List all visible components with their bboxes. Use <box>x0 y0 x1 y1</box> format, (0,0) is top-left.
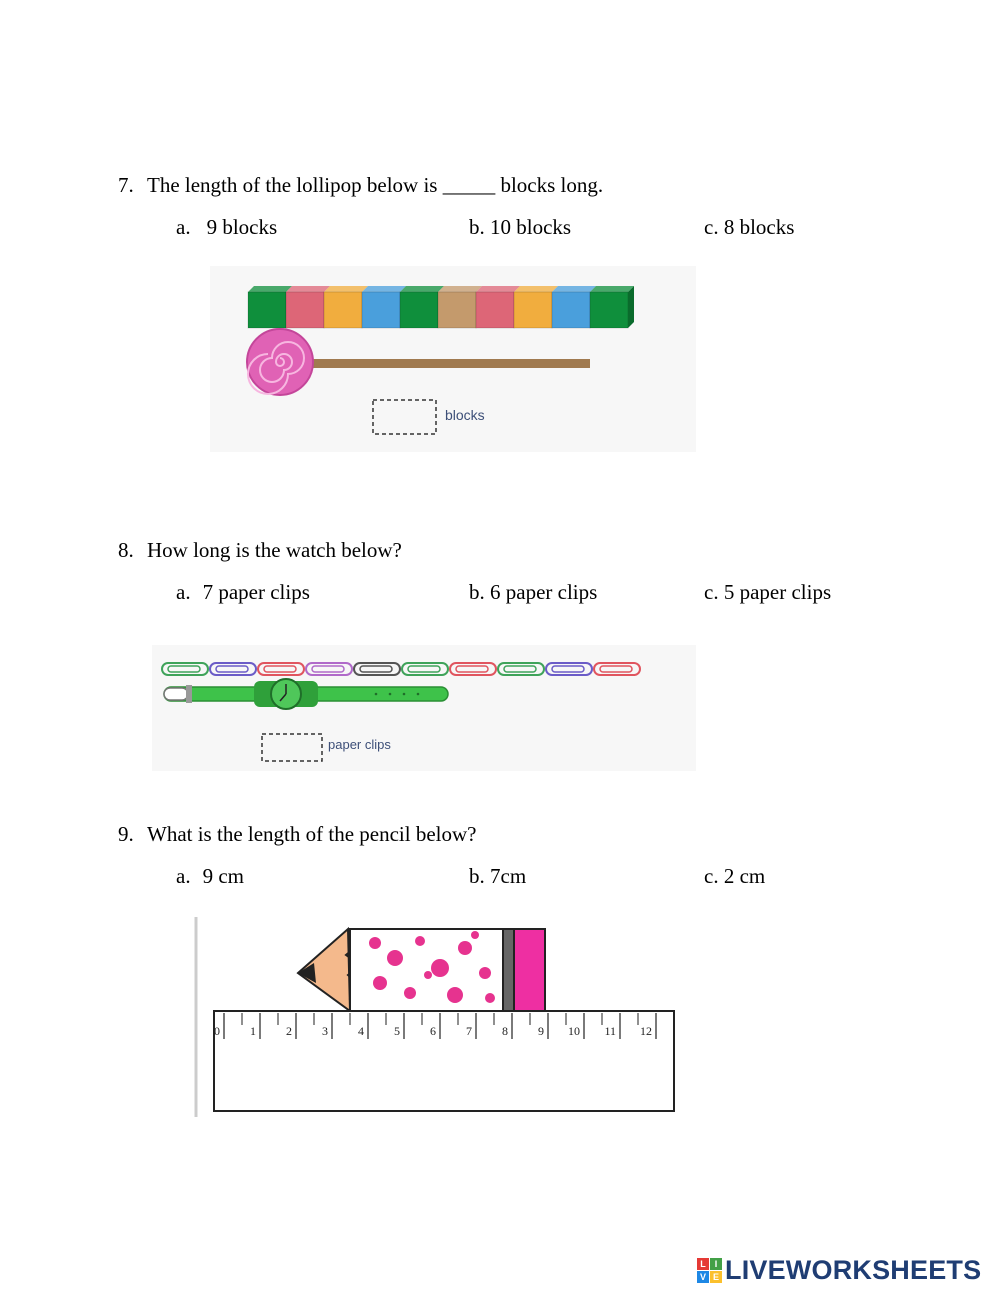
question-number: 8. <box>118 538 134 562</box>
option-c[interactable]: c. 2 cm <box>704 864 766 888</box>
ruler-label: 9 <box>538 1024 544 1038</box>
ruler-label: 1 <box>250 1024 256 1038</box>
pencil <box>298 929 545 1011</box>
lollipop-figure <box>210 266 696 452</box>
option-c[interactable]: c. 8 blocks <box>704 215 795 239</box>
question-text: How long is the watch below? <box>147 538 402 562</box>
ruler-label: 10 <box>568 1024 580 1038</box>
question-text: The length of the lollipop below is _____ blocks long. <box>147 173 604 197</box>
watch-figure <box>152 645 696 771</box>
option-b[interactable]: b. 10 blocks <box>469 215 572 239</box>
block <box>590 286 634 328</box>
option-letter: a. <box>176 864 191 888</box>
option-text: 7 paper clips <box>202 580 310 604</box>
block <box>362 286 406 328</box>
logo-badge <box>697 1258 722 1283</box>
ruler-label: 7 <box>466 1024 472 1038</box>
option-letter: a. <box>176 215 191 239</box>
pencil-ruler-figure <box>190 913 680 1119</box>
ruler-label: 6 <box>430 1024 436 1038</box>
ruler-label: 5 <box>394 1024 400 1038</box>
brand-name: LIVEWORKSHEETS <box>725 1254 982 1285</box>
ruler-label: 8 <box>502 1024 508 1038</box>
ruler-label: 4 <box>358 1024 364 1038</box>
block <box>552 286 596 328</box>
question-9 <box>118 822 476 847</box>
option-b[interactable]: b. 7cm <box>469 864 527 888</box>
block <box>400 286 444 328</box>
option-c[interactable]: c. 5 paper clips <box>704 580 832 604</box>
option-text: 9 cm <box>202 864 244 888</box>
block <box>438 286 482 328</box>
question-8 <box>118 538 402 563</box>
blocks-label: blocks <box>445 407 485 423</box>
block <box>514 286 558 328</box>
ruler-label: 0 <box>214 1024 220 1038</box>
badge-letter: E <box>710 1271 722 1283</box>
ruler-label: 3 <box>322 1024 328 1038</box>
question-7 <box>118 173 603 198</box>
option-b[interactable]: b. 6 paper clips <box>469 580 598 604</box>
option-a[interactable] <box>176 864 244 889</box>
question-text: What is the length of the pencil below? <box>147 822 477 846</box>
block <box>476 286 520 328</box>
option-text: 9 blocks <box>206 215 278 239</box>
badge-letter: I <box>710 1258 722 1270</box>
option-letter: a. <box>176 580 191 604</box>
option-a[interactable] <box>176 215 277 240</box>
block <box>248 286 292 328</box>
question-number: 9. <box>118 822 134 846</box>
question-number: 7. <box>118 173 134 197</box>
block <box>324 286 368 328</box>
ruler-label: 2 <box>286 1024 292 1038</box>
badge-letter: V <box>697 1271 709 1283</box>
badge-letter: L <box>697 1258 709 1270</box>
ruler-label: 11 <box>604 1024 616 1038</box>
paper-clips-label: paper clips <box>328 737 391 752</box>
block <box>286 286 330 328</box>
block-row <box>248 286 634 328</box>
liveworksheets-logo <box>697 1253 981 1287</box>
option-a[interactable] <box>176 580 310 605</box>
ruler-label: 12 <box>640 1024 652 1038</box>
